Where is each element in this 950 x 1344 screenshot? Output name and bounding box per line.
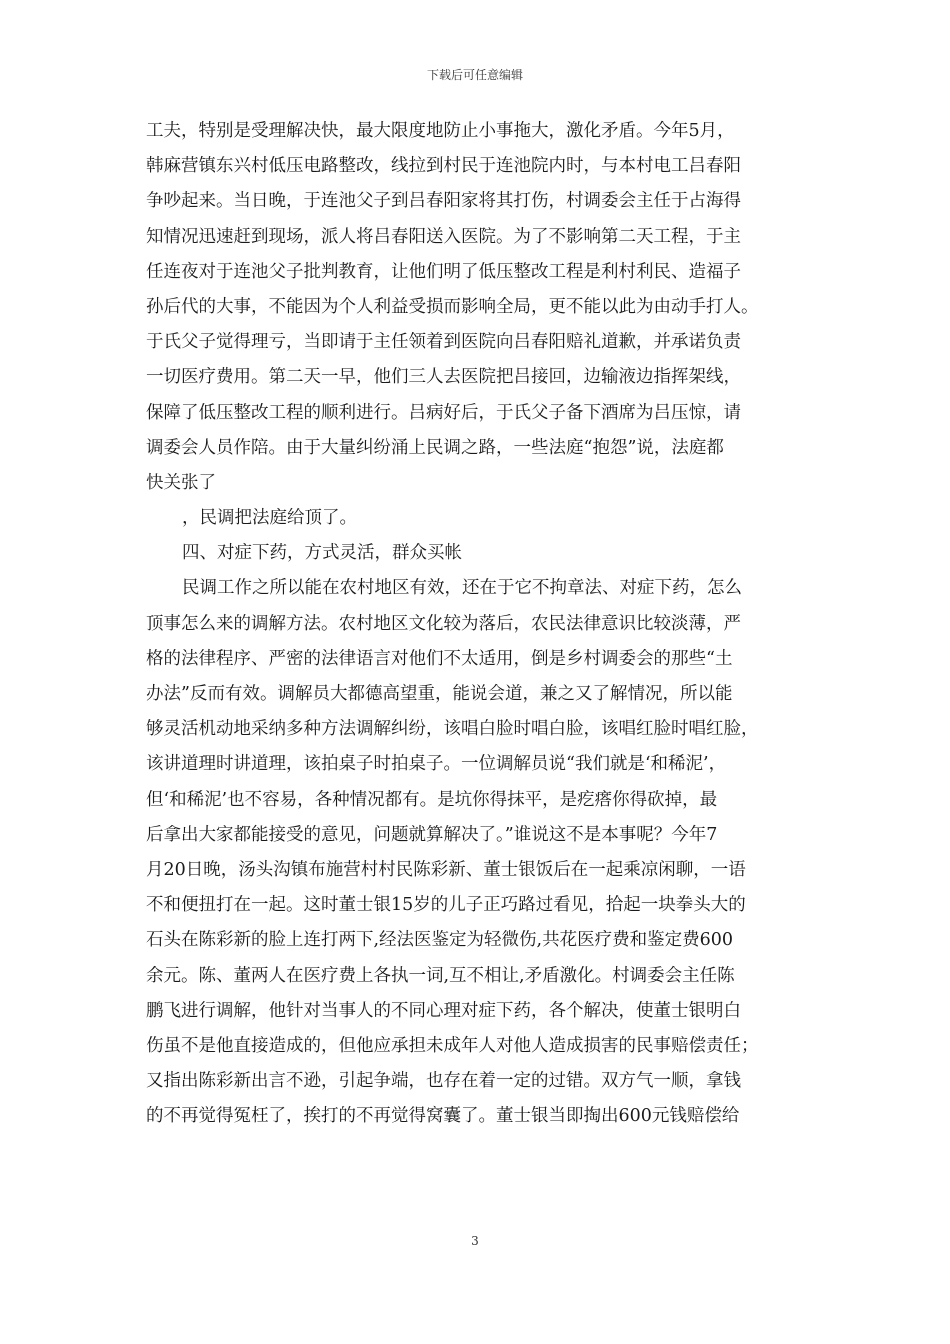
text-line: 该讲道理时讲道理，该拍桌子时拍桌子。一位调解员说“我们就是‘和稀泥’， bbox=[146, 754, 727, 775]
text-line: 后拿出大家都能接受的意见，问题就算解决了。”谁说这不是本事呢？今年7 bbox=[146, 824, 718, 845]
text-line: 保障了低压整改工程的顺利进行。吕病好后，于氏父子备下酒席为吕压惊，请 bbox=[146, 402, 741, 423]
text-line: 快关张了 bbox=[146, 472, 216, 493]
text-line: 争吵起来。当日晚，于连池父子到吕春阳家将其打伤，村调委会主任于占海得 bbox=[146, 191, 741, 212]
text-line: 伤虽不是他直接造成的，但他应承担未成年人对他人造成损害的民事赔偿责任； bbox=[146, 1035, 759, 1056]
text-line: 又指出陈彩新出言不逊，引起争端，也存在着一定的过错。双方气一顺，拿钱 bbox=[146, 1071, 741, 1092]
text-line: 鹏飞进行调解，他针对当事人的不同心理对症下药，各个解决，使董士银明白 bbox=[146, 1000, 741, 1021]
text-line: 月20日晚，汤头沟镇布施营村村民陈彩新、董士银饭后在一起乘凉闲聊，一语 bbox=[146, 859, 746, 880]
text-line: 知情况迅速赶到现场，派人将吕春阳送入医院。为了不影响第二天工程，于主 bbox=[146, 226, 741, 247]
text-line: 任连夜对于连池父子批判教育，让他们明了低压整改工程是利村利民、造福子 bbox=[146, 261, 741, 282]
text-line: 格的法律程序、严密的法律语言对他们不太适用，倒是乡村调委会的那些“土 bbox=[146, 648, 733, 669]
page-header: 下载后可任意编辑 bbox=[426, 68, 523, 82]
text-line: 于氏父子觉得理亏，当即请于主任领着到医院向吕春阳赔礼道歉，并承诺负责 bbox=[146, 332, 741, 353]
text-line: 顶事怎么来的调解方法。农村地区文化较为落后，农民法律意识比较淡薄，严 bbox=[146, 613, 741, 634]
text-line: 一切医疗费用。第二天一早，他们三人去医院把吕接回，边输液边指挥架线， bbox=[146, 367, 741, 388]
text-line: 石头在陈彩新的脸上连打两下,经法医鉴定为轻微伤,共花医疗费和鉴定费600 bbox=[146, 930, 734, 951]
text-line: 但‘和稀泥’也不容易，各种情况都有。是坑你得抹平，是疙瘩你得砍掉，最 bbox=[146, 789, 718, 810]
text-line: 调委会人员作陪。由于大量纠纷涌上民调之路，一些法庭“抱怨”说，法庭都 bbox=[146, 437, 724, 458]
text-line: 民调工作之所以能在农村地区有效，还在于它不拘章法、对症下药，怎么 bbox=[182, 578, 742, 599]
text-line: 的不再觉得冤枉了，挨打的不再觉得窝囊了。董士银当即掏出600元钱赔偿给 bbox=[146, 1106, 740, 1127]
text-line: 四、对症下药，方式灵活，群众买帐 bbox=[182, 543, 462, 564]
text-line: 够灵活机动地采纳多种方法调解纠纷，该唱白脸时唱白脸，该唱红脸时唱红脸， bbox=[146, 719, 759, 740]
page-number: 3 bbox=[471, 1234, 479, 1248]
text-line: 办法”反而有效。调解员大都德高望重，能说会道，兼之又了解情况，所以能 bbox=[146, 684, 733, 704]
text-line: 孙后代的大事，不能因为个人利益受损而影响全局，更不能以此为由动手打人。 bbox=[146, 296, 759, 317]
text-line: 工夫，特别是受理解决快，最大限度地防止小事拖大，激化矛盾。今年5月， bbox=[146, 121, 735, 141]
text-line: ，民调把法庭给顶了。 bbox=[182, 508, 357, 529]
document-body bbox=[146, 114, 806, 1134]
text-line: 不和便扭打在一起。这时董士银15岁的儿子正巧路过看见，拾起一块拳头大的 bbox=[146, 895, 746, 916]
text-line: 余元。陈、董两人在医疗费上各执一词,互不相让,矛盾激化。村调委会主任陈 bbox=[146, 965, 735, 986]
text-line: 韩麻营镇东兴村低压电路整改，线拉到村民于连池院内时，与本村电工吕春阳 bbox=[146, 156, 741, 177]
